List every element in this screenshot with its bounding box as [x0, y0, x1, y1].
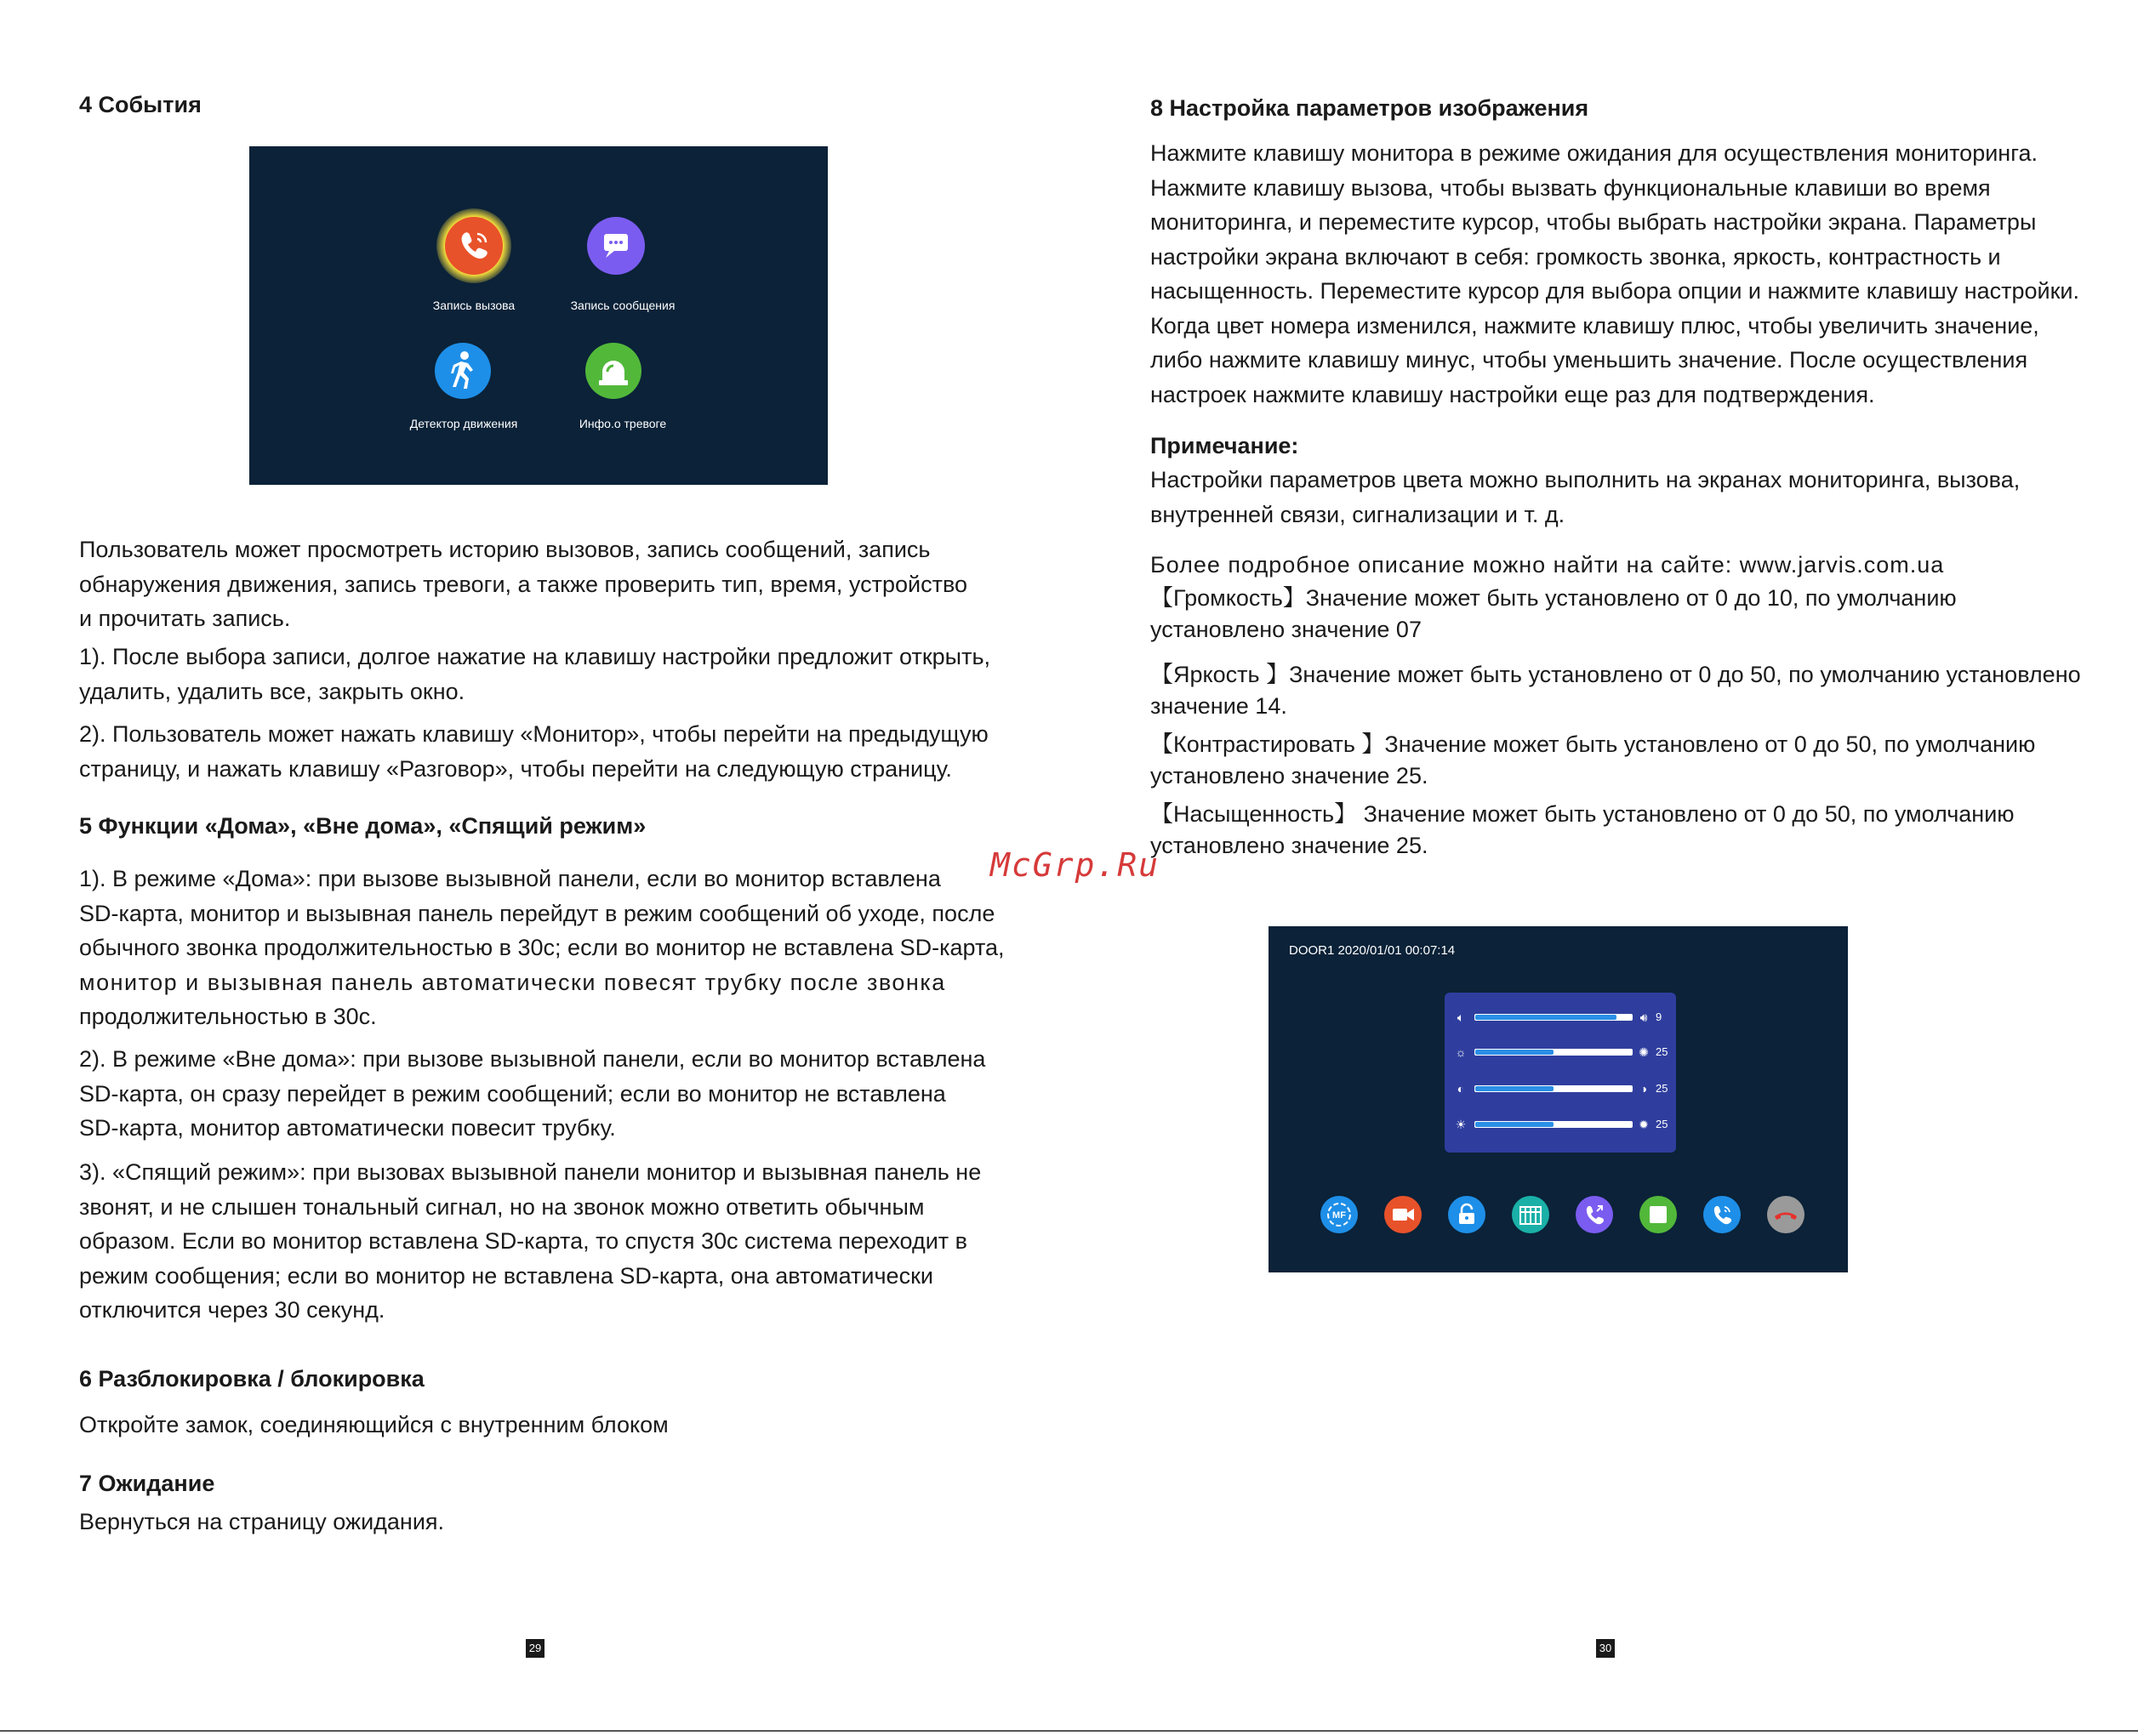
text-line: страницу, и нажать клавишу «Разговор», чтобы перейти на следующую страницу.	[79, 755, 952, 782]
slider-fill	[1475, 1015, 1616, 1020]
text-line: 3). «Спящий режим»: при вызовах вызывной панели монитор и вызывная панель не	[79, 1159, 982, 1185]
text-line: насыщенность. Переместите курсор для выбора опции и нажмите клавишу настройки.	[1150, 278, 2079, 304]
text-line: 1). После выбора записи, долгое нажатие на клавишу настройки предложит открыть,	[79, 644, 991, 669]
text-line: Пользователь может просмотреть историю вызовов, запись сообщений, запись	[79, 537, 931, 562]
section-4-item-2	[79, 717, 989, 786]
saturation-high-icon: ✹	[1639, 1118, 1649, 1131]
section-5-item-2	[79, 1042, 985, 1146]
slider-fill	[1475, 1086, 1554, 1091]
text-line: либо нажмите клавишу минус, чтобы уменьшить значение. После осуществления	[1150, 347, 2028, 373]
section-7-heading: 7 Ожидание	[79, 1471, 215, 1496]
bottom-rule	[0, 1730, 2138, 1732]
gate-icon[interactable]	[1511, 1195, 1550, 1234]
text-line: и прочитать запись.	[79, 606, 291, 631]
slider-fill	[1475, 1050, 1554, 1055]
section-7-text: Вернуться на страницу ожидания.	[79, 1509, 445, 1534]
menu-label-call-record: Запись вызова	[432, 299, 516, 312]
param-volume	[1150, 583, 1957, 646]
section-5-item-3	[79, 1155, 981, 1328]
hang-up-icon[interactable]	[1766, 1195, 1805, 1234]
slider-contrast[interactable]	[1445, 1080, 1676, 1097]
param-saturation	[1150, 799, 2015, 862]
section-5-heading: 5 Функции «Дома», «Вне дома», «Спящий режим»	[79, 813, 647, 839]
text-line: обнаружения движения, запись тревоги, а также проверить тип, время, устройство	[79, 571, 968, 597]
text-line: значение 14.	[1150, 693, 1287, 719]
slider-saturation[interactable]	[1445, 1116, 1676, 1133]
slider-value: 9	[1656, 1010, 1662, 1023]
text-line: 1). В режиме «Дома»: при вызове вызывной панели, если во монитор вставлена	[79, 866, 941, 891]
text-line: 【Контрастировать 】Значение может быть установлено от 0 до 50, по умолчанию	[1150, 731, 2036, 757]
watermark: McGrp.Ru	[990, 846, 1160, 884]
slider-fill	[1475, 1122, 1554, 1127]
section-6-heading: 6 Разблокировка / блокировка	[79, 1366, 425, 1392]
settings-mf-icon[interactable]	[1320, 1195, 1359, 1234]
text-line: SD-карта, монитор автоматически повесит трубку.	[79, 1115, 616, 1141]
text-line: SD-карта, монитор и вызывная панель перейдут в режим сообщений об уходе, после	[79, 900, 995, 926]
slider-track[interactable]	[1474, 1121, 1633, 1128]
text-line: Нажмите клавишу монитора в режиме ожидания для осуществления мониторинга.	[1150, 140, 2038, 166]
text-line: настроек нажмите клавишу настройки еще раз для подтверждения.	[1150, 381, 1875, 407]
unlock-icon[interactable]	[1447, 1195, 1486, 1234]
video-record-icon[interactable]	[1383, 1195, 1422, 1234]
text-line: SD-карта, он сразу перейдет в режим сообщений; если во монитор не вставлена	[79, 1080, 946, 1107]
menu-label-message-record: Запись сообщения	[570, 299, 676, 312]
text-line: монитор и вызывная панель автоматически повесят трубку после звонка	[79, 969, 946, 995]
page-right	[1069, 0, 2138, 1736]
brightness-high-icon: ✺	[1639, 1045, 1649, 1059]
slider-brightness[interactable]	[1445, 1044, 1676, 1061]
text-line: звонят, и не слышен тональный сигнал, но на звонок можно ответить обычным	[79, 1193, 925, 1220]
note-text	[1150, 463, 2020, 532]
slider-volume[interactable]	[1445, 1009, 1676, 1026]
text-line: Настройки параметров цвета можно выполнить на экранах мониторинга, вызова,	[1150, 467, 2021, 492]
transfer-call-icon[interactable]	[1575, 1195, 1614, 1234]
speaker-high-icon: 🔊︎	[1639, 1010, 1648, 1024]
section-4-heading: 4 События	[79, 92, 202, 117]
text-line: 【Яркость 】Значение может быть установлено от 0 до 50, по умолчанию установлено	[1150, 662, 2081, 687]
text-line: 2). Пользователь может нажать клавишу «Монитор», чтобы перейти на предыдущую	[79, 721, 989, 747]
text-line: Нажмите клавишу вызова, чтобы вызвать функциональные клавиши во время	[1150, 174, 1991, 201]
slider-track[interactable]	[1474, 1085, 1633, 1092]
settings-panel	[1445, 993, 1676, 1153]
speaker-low-icon: 🔈︎	[1457, 1010, 1465, 1024]
text-line: установлено значение 25.	[1150, 763, 1428, 788]
text-line: 2). В режиме «Вне дома»: при вызове вызывной панели, если во монитор вставлена	[79, 1046, 986, 1072]
slider-track[interactable]	[1474, 1014, 1633, 1021]
section-8-heading: 8 Настройка параметров изображения	[1150, 95, 1589, 121]
page-number: 29	[526, 1639, 544, 1658]
contrast-low-icon: ◐	[1457, 1082, 1465, 1096]
note-heading: Примечание:	[1150, 433, 1299, 458]
text-line: настройки экрана включают в себя: громкость звонка, яркость, контрастность и	[1150, 243, 2001, 270]
slider-value: 25	[1656, 1118, 1668, 1130]
text-line: удалить, удалить все, закрыть окно.	[79, 678, 465, 704]
section-4-paragraph	[79, 532, 1002, 636]
page-number: 30	[1596, 1639, 1615, 1658]
text-line: мониторинга, и переместите курсор, чтобы выбрать настройки экрана. Параметры	[1150, 209, 2037, 235]
contrast-high-icon: ◑	[1639, 1082, 1648, 1096]
brightness-low-icon: ☼	[1455, 1045, 1467, 1059]
text-line: установлено значение 25.	[1150, 833, 1428, 858]
status-bar: DOOR1 2020/01/01 00:07:14	[1289, 943, 1456, 958]
saturation-low-icon: ☀	[1455, 1118, 1467, 1131]
param-brightness	[1150, 659, 2081, 722]
text-line: внутренней связи, сигнализации и т. д.	[1150, 501, 1565, 527]
section-8-paragraph	[1150, 136, 2079, 412]
slider-track[interactable]	[1474, 1049, 1633, 1056]
text-line: установлено значение 07	[1150, 617, 1422, 642]
more-info-link-text: Более подробное описание можно найти на сайте: www.jarvis.com.ua	[1150, 552, 1945, 578]
phone-record-icon[interactable]	[443, 215, 505, 276]
text-line: образом. Если во монитор вставлена SD-карта, то спустя 30с система переходит в	[79, 1228, 968, 1254]
text-line: отключится через 30 секунд.	[79, 1297, 385, 1323]
text-line: 【Насыщенность】 Значение может быть установлено от 0 до 50, по умолчанию	[1150, 801, 2015, 827]
param-contrast	[1150, 729, 2035, 792]
text-line: Когда цвет номера изменился, нажмите клавишу плюс, чтобы увеличить значение,	[1150, 312, 2039, 339]
answer-call-icon[interactable]	[1702, 1195, 1742, 1234]
section-5-item-1	[79, 862, 1015, 1034]
text-line: обычного звонка продолжительностью в 30с; если во монитор не вставлена SD-карта,	[79, 935, 1005, 960]
menu-label-alarm-info: Инфо.о тревоге	[579, 417, 667, 430]
section-6-text: Откройте замок, соединяющийся с внутренним блоком	[79, 1412, 669, 1437]
alarm-siren-icon[interactable]	[584, 341, 643, 401]
slider-value: 25	[1656, 1045, 1668, 1058]
text-line: режим сообщения; если во монитор не вставлена SD-карта, она автоматически	[79, 1262, 933, 1289]
message-icon[interactable]	[585, 215, 647, 276]
text-line: продолжительностью в 30с.	[79, 1004, 377, 1029]
menu-label-motion-detector: Детектор движения	[409, 417, 518, 430]
snapshot-icon[interactable]	[1639, 1195, 1678, 1234]
text-line: 【Громкость】Значение может быть установлено от 0 до 10, по умолчанию	[1150, 585, 1957, 611]
events-screen	[249, 146, 828, 485]
motion-walker-icon[interactable]	[433, 341, 493, 401]
slider-value: 25	[1656, 1082, 1668, 1095]
mf-text: MF	[1332, 1210, 1346, 1221]
section-4-item-1	[79, 640, 990, 709]
